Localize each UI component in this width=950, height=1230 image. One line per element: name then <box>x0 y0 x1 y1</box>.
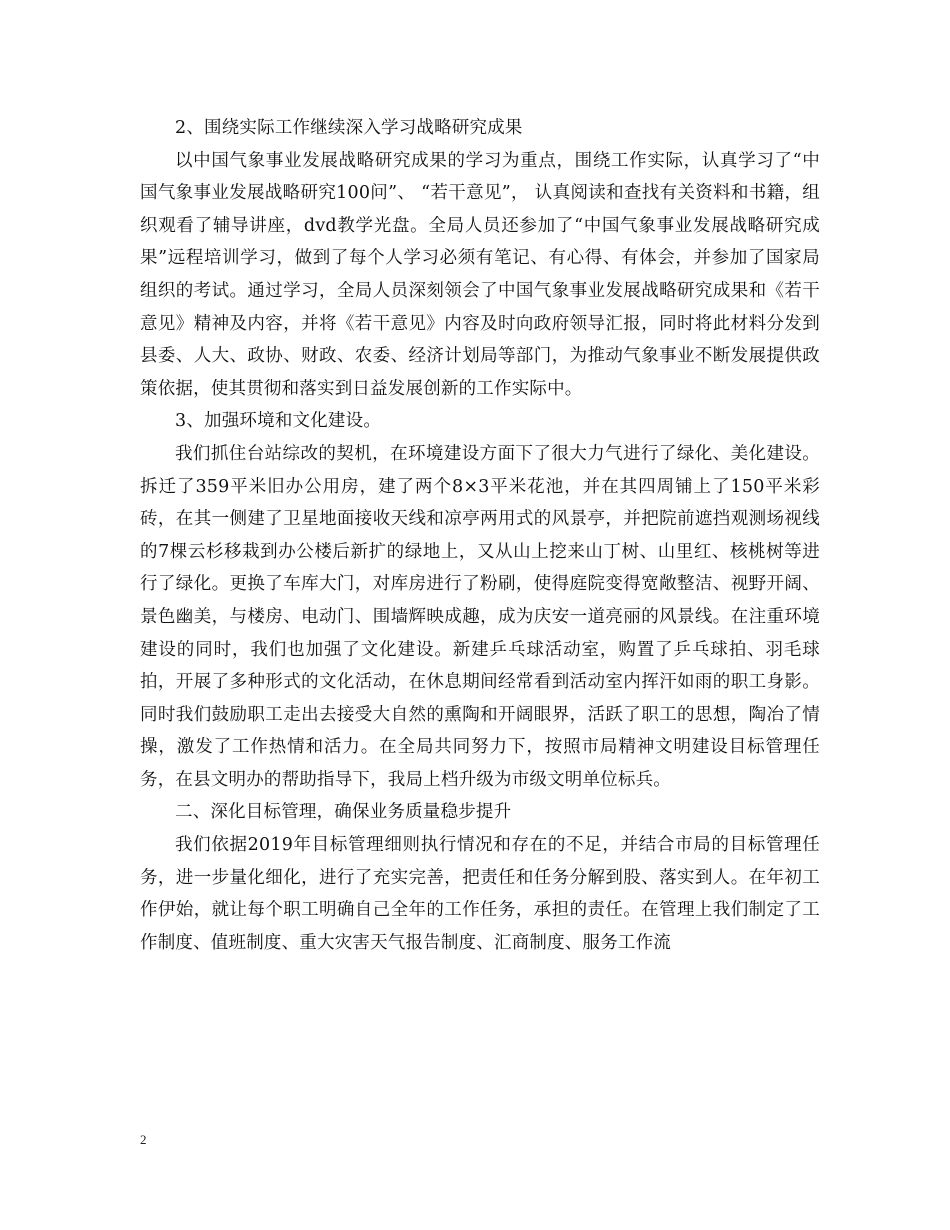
section-heading-target-management: 二、深化目标管理，确保业务质量稳步提升 <box>175 802 512 823</box>
body-paragraph-management: 我们依据2019年目标管理细则执行情况和存在的不足，并结合市局的目标管理任务，进一步量化细化，进行了充实完善，把责任和任务分解到股、落实到人。在年初工作伊始，就让每个职工明确自己全年的工作任务，承担的责任。在管理上我们制定了工作制度、值班制度、重大灾害天气报告制度、汇商制度、服务工作流 <box>140 835 820 953</box>
body-paragraph-environment: 我们抓住台站综改的契机，在环境建设方面下了很大力气进行了绿化、美化建设。拆迁了359平米旧办公用房，建了两个8×3平米花池，并在其四周铺上了150平米彩砖，在其一侧建了卫星地面接收天线和凉亭两用式的风景亭，并把院前遮挡观测场视线的7棵云杉移栽到办公楼后新扩的绿地上，又从山上挖来山丁树、山里红、核桃树等进行了绿化。更换了车库大门，对库房进行了粉刷，使得庭院变得宽敞整洁、视野开阔、景色幽美，与楼房、电动门、围墙辉映成趣，成为庆安一道亮丽的风景线。在注重环境建设的同时，我们也加强了文化建设。新建乒乓球活动室，购置了乒乓球拍、羽毛球拍，开展了多种形式的文化活动，在休息期间经常看到活动室内挥汗如雨的职工身影。同时我们鼓励职工走出去接受大自然的熏陶和开阔眼界，活跃了职工的思想，陶冶了情操，激发了工作热情和活力。在全局共同努力下，按照市局精神文明建设目标管理任务，在县文明办的帮助指导下，我局上档升级为市级文明单位标兵。 <box>140 443 820 790</box>
section-heading-environment-culture: 3、加强环境和文化建设。 <box>175 411 382 432</box>
body-paragraph-study: 以中国气象事业发展战略研究成果的学习为重点，围绕工作实际，认真学习了“中国气象事业发展战略研究100问”、 “若干意见”， 认真阅读和查找有关资料和书籍，组织观看了辅导讲座，dvd教学光盘。全局人员还参加了“中国气象事业发展战略研究成果”远程培训学习，做到了每个人学习必须有笔记、有心得、有体会，并参加了国家局组织的考试。通过学习，全局人员深刻领会了中国气象事业发展战略研究成果和《若干意见》精神及内容，并将《若干意见》内容及时向政府领导汇报，同时将此材料分发到县委、人大、政协、财政、农委、经济计划局等部门，为推动气象事业不断发展提供政策依据，使其贯彻和落实到日益发展创新的工作实际中。 <box>140 150 820 399</box>
section-heading-study-strategy: 2、围绕实际工作继续深入学习战略研究成果 <box>175 118 523 138</box>
document-body <box>140 112 820 959</box>
page-number: 2 <box>140 1132 147 1147</box>
